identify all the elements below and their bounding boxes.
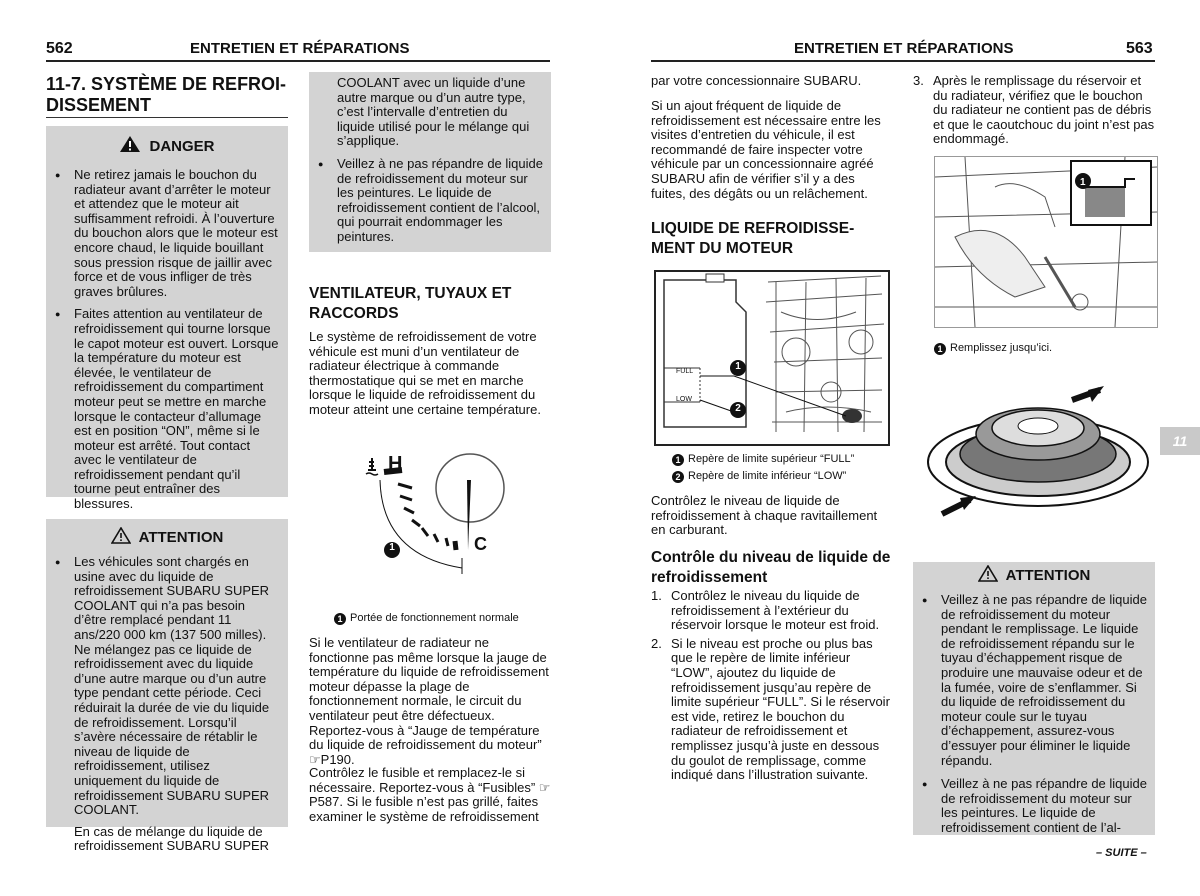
section-title-rule (46, 117, 288, 118)
full-mark-label: FULL (676, 368, 694, 375)
step-item: 3. Après le remplissage du réservoir et du radiateur, vérifiez que le bouchon du radiateur ne contient pas de débris et que le caoutchouc du joint n’est pas endommagé. (913, 73, 1155, 147)
fan-intro: Le système de refroidissement de votre véhicule est muni d’un ventilateur de radiateur électrique à commande thermostatique qui se met en marche lorsque le liquide de refroidissement du moteur atteint une certaine température. (309, 329, 541, 417)
coolant-temp-icon (366, 458, 378, 475)
attention-item: ● Les véhicules sont chargés en usine avec du liquide de refroidissement SUBARU SUPER COOLANT qui n’a pas besoin d’être remplacé pendant 11 ans/220 000 km (137 500 milles). Ne mélangez pas ce liquide de refroidissement avec du liquide d’une autre marque ou d’un autre type pendant cette période. Ceci réduirait la durée de vie du liquide de refroidissement. Lorsqu’il s’avère nécessaire de rétablir le niveau de liquide de refroidissement, utilisez uniquement du liquide de refroidissement SUBARU SUPER COOLANT. (46, 555, 280, 818)
callout-1-icon: 1 (672, 454, 684, 466)
danger-item: ● Ne retirez jamais le bouchon du radiateur avant d’arrêter le moteur et attendez que le moteur ait suffisamment refroidi. À l’ouverture du bouchon alors que le moteur est encore chaud, le liquide bouillant sous pression risque de jaillir avec force et de vous infliger de très graves brûlures. (46, 168, 280, 299)
coolant-section-title: LIQUIDE DE REFROIDISSE- MENT DU MOTEUR (651, 220, 855, 257)
right-paragraph-1: par votre concessionnaire SUBARU. (651, 73, 862, 88)
section-title: 11-7. SYSTÈME DE REFROI- DISSEMENT (46, 74, 287, 115)
warning-icon (978, 565, 998, 587)
attention-cont-text: COOLANT avec un liquide d’une autre marque ou d’un autre type, c’est l’intervalle d’entretien du liquide utilisé pour le mélange qui s’applique. (337, 75, 530, 149)
reservoir-caption-1: 1 Repère de limite supérieur “FULL” (672, 451, 854, 468)
right-paragraph-3: Contrôlez le niveau de liquide de refroidissement à chaque ravitaillement en carburant. (651, 493, 878, 538)
page-number-left: 562 (46, 40, 73, 57)
check-section-title: Contrôle du niveau de liquide de refroidissement (651, 549, 891, 586)
gauge-label-h: H (388, 453, 403, 475)
header-rule-left (46, 60, 550, 62)
attention-title-left: ATTENTION (46, 527, 288, 549)
attention-continuation: En cas de mélange du liquide de refroidissement SUBARU SUPER (74, 823, 270, 854)
gauge-callout-1: 1 (389, 542, 395, 553)
attention-title-right: ATTENTION (913, 565, 1155, 587)
callout-1-icon: 1 (934, 343, 946, 355)
reservoir-figure (654, 270, 890, 446)
low-mark-label: LOW (676, 396, 692, 403)
temperature-gauge-illustration (340, 440, 540, 580)
running-header-right: ENTRETIEN ET RÉPARATIONS (794, 40, 1014, 57)
gauge-caption: 1 Portée de fonctionnement normale (334, 610, 519, 627)
danger-box (46, 126, 288, 512)
attention-item: ● Veillez à ne pas répandre de liquide de refroidissement du moteur sur les peintures. Le liquide de refroidissement contient de l’al- (913, 777, 1147, 835)
reservoir-caption-2: 2 Repère de limite inférieur “LOW” (672, 468, 846, 485)
attention-box-continued (309, 72, 551, 252)
danger-title: DANGER (46, 135, 288, 158)
attention-item: ● Veillez à ne pas répandre de liquide de refroidissement du moteur sur les peintures. Le liquide de refroidissement contient de l’alcool, qui pourrait endommager les peintures. (309, 157, 543, 245)
danger-item: ● Faites attention au ventilateur de refroidissement qui tourne lorsque le capot moteur est ouvert. Lorsque la température du moteur est élevée, le ventilateur de refroidissement du compartiment moteur peut se mettre en marche lorsque le contacteur d’allumage est en position “ON”, même si le moteur est arrêté. Tout contact avec le ventilateur de refroidissement pendant qu’il tourne peut entraîner des blessures. (46, 307, 280, 511)
right-paragraph-2: Si un ajout fréquent de liquide de refroidissement est nécessaire entre les visites d’entretien du véhicule, il est recommandé de faire inspecter votre véhicule par un concessionnaire agréé SUBARU afin de vérifier s’il y a des fuites, des dégâts ou un relâchement. (651, 98, 881, 201)
fan-paragraph-3: Contrôlez le fusible et remplacez-le si nécessaire. Reportez-vous à “Fusibles” ☞P587. Si le fusible n’est pas grillé, faites examiner le système de refroidissement (309, 765, 551, 824)
continued-footer: – SUITE – (1096, 847, 1147, 859)
radiator-cap-figure (922, 382, 1154, 532)
warning-icon (119, 135, 141, 158)
chapter-tab: 11 (1160, 427, 1200, 455)
attention-box-right (913, 562, 1155, 835)
figure-callout-2: 2 (735, 403, 741, 414)
running-header-left: ENTRETIEN ET RÉPARATIONS (190, 40, 410, 57)
callout-2-icon: 2 (672, 471, 684, 483)
header-rule-right (651, 60, 1155, 62)
attention-item: ● Veillez à ne pas répandre de liquide de refroidissement du moteur pendant le remplissage. Le liquide de refroidissement répandu sur le tuyau d’échappement risque de produire une mauvaise odeur et de la fumée, voire de s’enflammer. Si du liquide de refroidissement du moteur coule sur le tuyau d’échappement, assurez-vous d’essuyer pour éliminer le liquide répandu. (913, 593, 1147, 768)
attention-box-left (46, 519, 288, 854)
callout-1-icon: 1 (334, 613, 346, 625)
fill-caption: 1 Remplissez jusqu’ici. (934, 340, 1052, 357)
step-item: 1. Contrôlez le niveau du liquide de refroidissement à l’extérieur du réservoir lorsque le moteur est froid. (651, 588, 880, 633)
warning-icon (111, 527, 131, 549)
radiator-fill-figure (934, 156, 1158, 328)
gauge-label-c: C (474, 534, 487, 554)
svg-text:1: 1 (1080, 177, 1086, 188)
figure-callout-1: 1 (735, 361, 741, 372)
fan-paragraph-2: Si le ventilateur de radiateur ne fonctionne pas même lorsque la jauge de température du liquide de refroidissement moteur dépasse la plage de fonctionnement normale, le circuit du ventilateur peut être défectueux. Reportez-vous à “Jauge de température du liquide de refroidissement du moteur” ☞P190. (309, 635, 549, 767)
step-item: 2. Si le niveau est proche ou plus bas que le repère de limite inférieur “LOW”, ajoutez du liquide de refroidissement jusqu’au repère de limite supérieur “FULL”. Si le réservoir est vide, retirez le bouchon du radiateur de refroidissement et remplissez jusqu’à juste en dessous du goulot de remplissage, comme indiqué dans l’illustration suivante. (651, 635, 890, 783)
page-number-right: 563 (1126, 40, 1153, 57)
fan-section-title: VENTILATEUR, TUYAUX ET RACCORDS (309, 285, 512, 322)
